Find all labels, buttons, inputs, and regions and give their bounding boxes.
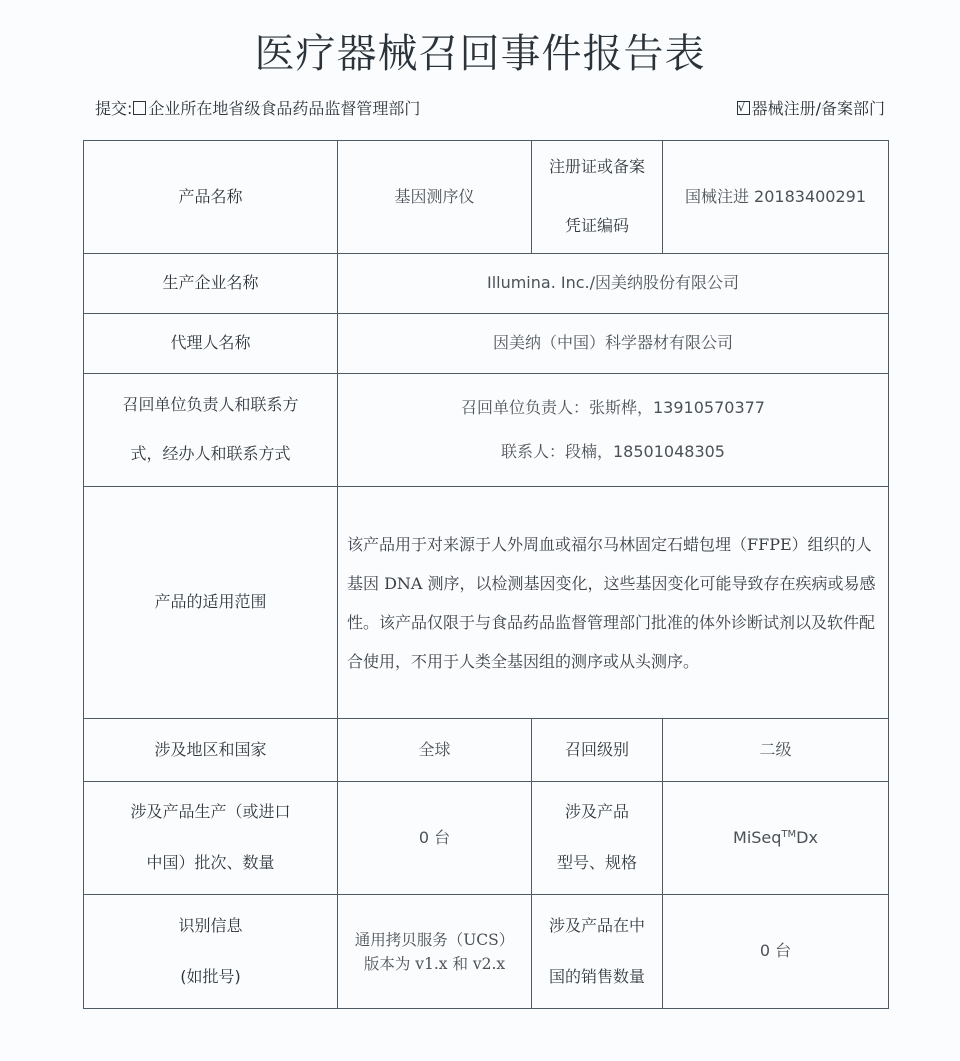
submit-option-registration xyxy=(736,96,885,119)
recall-report-table xyxy=(83,140,889,1009)
id-value-line2: 版本为 v1.x 和 v2.x xyxy=(363,954,506,973)
model-label-line1: 涉及产品 xyxy=(564,802,629,821)
scope-value: 该产品用于对来源于人外周血或福尔马林固定石蜡包埋（FFPE）组织的人基因 DNA 测序，以检测基因变化，这些基因变化可能导致存在疾病或易感性。该产品仅限于与食品药品监督管理部门批准的体外诊断试剂以及软件配合使用，不用于人类全基因组的测序或从头测序。 xyxy=(338,487,889,719)
id-value xyxy=(338,895,532,1009)
table-row-scope xyxy=(84,487,889,719)
table-row-manufacturer xyxy=(84,254,889,314)
agent-label: 代理人名称 xyxy=(84,314,338,374)
table-row-batch xyxy=(84,782,889,895)
contact-value xyxy=(338,374,889,487)
china-sales-value: 0 台 xyxy=(663,895,889,1009)
batch-label xyxy=(84,782,338,895)
model-value-tail: Dx xyxy=(796,827,818,847)
product-name-label: 产品名称 xyxy=(84,141,338,254)
provincial-dept-label: 企业所在地省级食品药品监督管理部门 xyxy=(148,99,421,118)
contact-value-line2: 联系人：段楠，18501048305 xyxy=(501,441,725,461)
recall-level-label: 召回级别 xyxy=(532,719,663,782)
model-label-line2: 型号、规格 xyxy=(556,853,637,873)
reg-cert-label-line2: 凭证编码 xyxy=(564,216,629,236)
recall-level-value: 二级 xyxy=(663,719,889,782)
china-sales-label-line1: 涉及产品在中 xyxy=(548,915,645,935)
document-title: 医疗器械召回事件报告表 xyxy=(254,31,706,77)
model-value xyxy=(663,782,889,895)
table-row-product xyxy=(84,141,889,254)
batch-label-line2: 中国）批次、数量 xyxy=(146,853,275,873)
reg-cert-value: 国械注进 20183400291 xyxy=(663,141,889,254)
contact-value-line1: 召回单位负责人：张斯桦，13910570377 xyxy=(461,397,765,417)
table-row-region xyxy=(84,719,889,782)
batch-label-line1: 涉及产品生产（或进口 xyxy=(130,802,291,821)
table-row-agent xyxy=(84,314,889,374)
china-sales-label-line2: 国的销售数量 xyxy=(548,966,645,986)
contact-label-line2: 式，经办人和联系方式 xyxy=(130,444,291,464)
region-value: 全球 xyxy=(338,719,532,782)
registration-dept-checkbox[interactable] xyxy=(737,101,750,115)
id-label xyxy=(84,895,338,1009)
reg-cert-label-line1: 注册证或备案 xyxy=(548,157,645,176)
provincial-dept-checkbox[interactable] xyxy=(133,101,146,115)
agent-value: 因美纳（中国）科学器材有限公司 xyxy=(338,314,889,374)
contact-label xyxy=(84,374,338,487)
scope-label: 产品的适用范围 xyxy=(84,487,338,719)
id-value-line1: 通用拷贝服务（UCS） xyxy=(354,930,515,949)
submit-line xyxy=(95,96,885,122)
reg-cert-label xyxy=(532,141,663,254)
batch-value: 0 台 xyxy=(338,782,532,895)
model-value-base: MiSeq xyxy=(733,827,782,847)
product-name-value: 基因测序仪 xyxy=(338,141,532,254)
region-label: 涉及地区和国家 xyxy=(84,719,338,782)
manufacturer-value: Illumina. Inc./因美纳股份有限公司 xyxy=(338,254,889,314)
manufacturer-label: 生产企业名称 xyxy=(84,254,338,314)
submit-option-provincial xyxy=(95,96,420,119)
contact-label-line1: 召回单位负责人和联系方 xyxy=(122,395,299,414)
table-row-identification xyxy=(84,895,889,1009)
table-row-contact xyxy=(84,374,889,487)
china-sales-label xyxy=(532,895,663,1009)
model-label xyxy=(532,782,663,895)
id-label-line1: 识别信息 xyxy=(178,915,243,935)
id-label-line2: (如批号) xyxy=(180,966,241,986)
registration-dept-label: 器械注册/备案部门 xyxy=(751,99,885,118)
trademark-superscript: TM xyxy=(781,828,797,840)
submit-prefix: 提交: xyxy=(95,99,133,118)
